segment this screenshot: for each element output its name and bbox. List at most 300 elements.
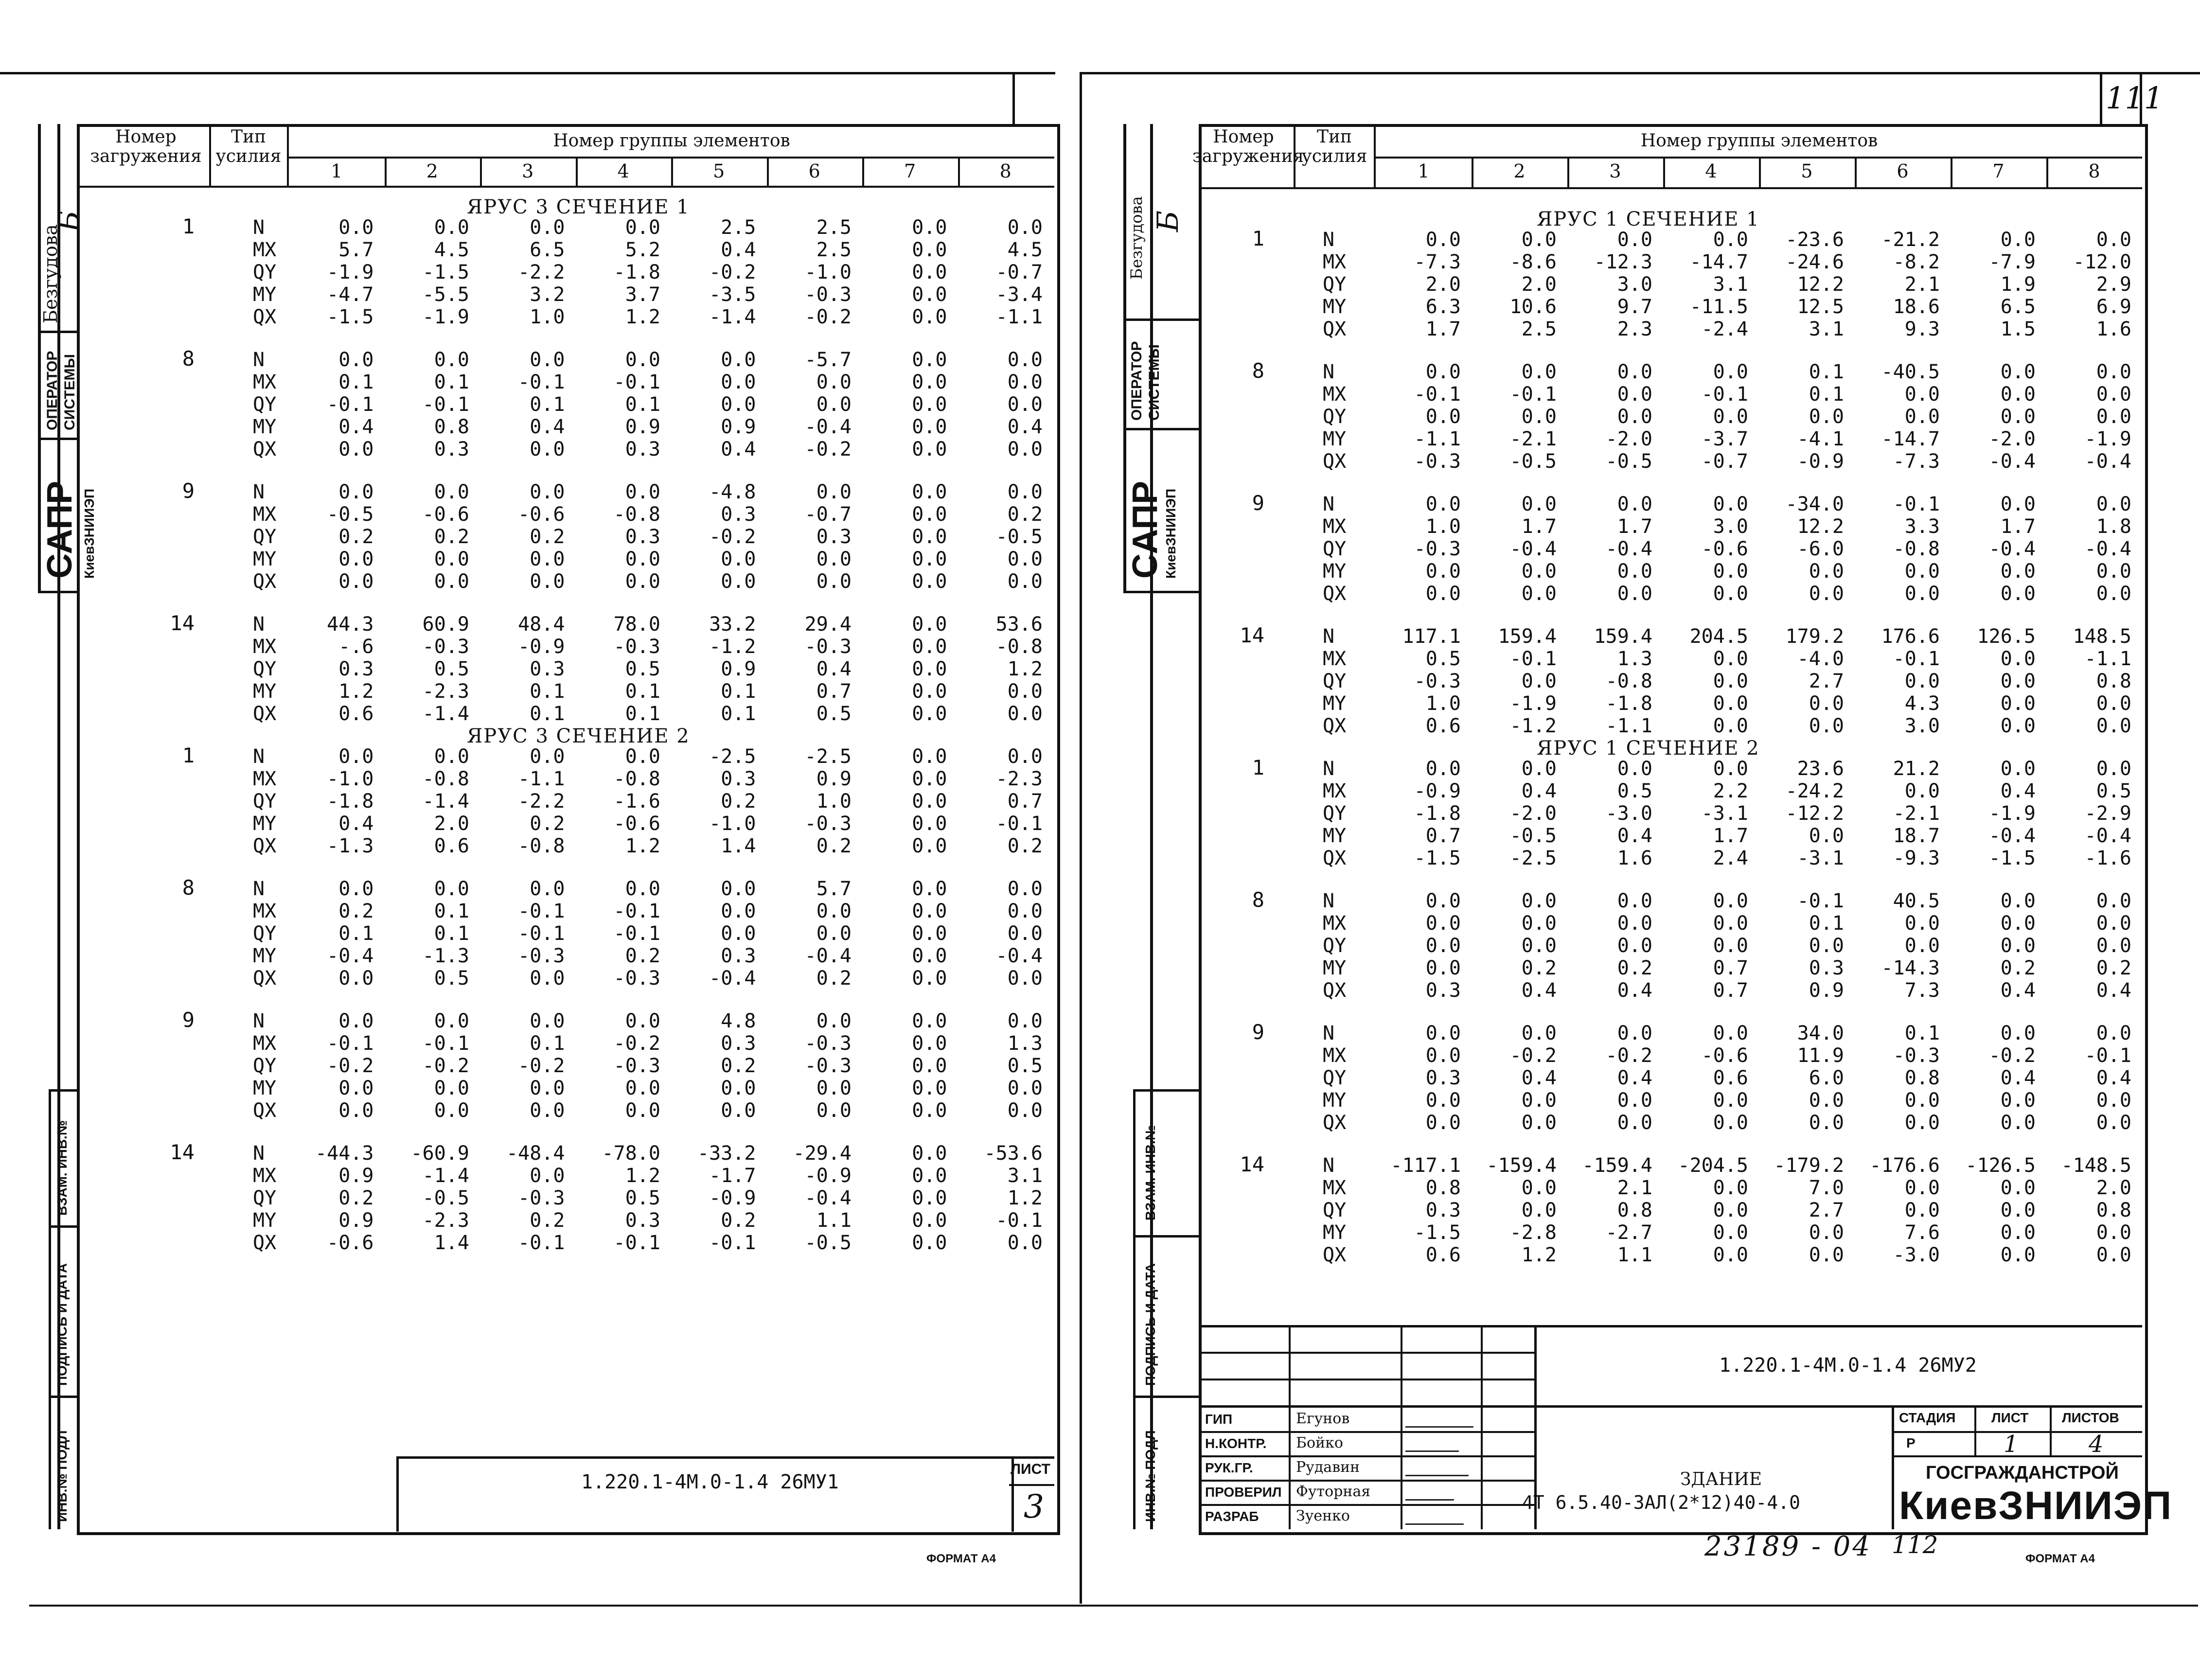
left-cell-value: 0.2 bbox=[721, 1209, 756, 1232]
left-cell-value: 0.0 bbox=[530, 1010, 565, 1032]
right-cell-value: 0.0 bbox=[1713, 715, 1748, 737]
left-cell-value: 0.0 bbox=[912, 658, 947, 680]
left-cell-value: 0.0 bbox=[912, 900, 947, 922]
right-cell-value: -1.8 bbox=[1605, 692, 1652, 715]
right-cell-value: 0.0 bbox=[1809, 1112, 1844, 1134]
right-cell-value: 6.0 bbox=[1809, 1067, 1844, 1089]
right-cell-value: 0.0 bbox=[1713, 406, 1748, 428]
right-cell-value: 12.5 bbox=[1797, 296, 1844, 318]
right-hdr-load-num: Номер загружения bbox=[1192, 127, 1304, 166]
right-cell-value: 0.0 bbox=[1617, 493, 1652, 515]
rtb-sheets-label: ЛИСТОВ bbox=[2062, 1410, 2119, 1425]
right-stamp-sapr: САПР bbox=[1126, 480, 1165, 579]
left-stamp-sep3 bbox=[38, 591, 79, 593]
left-force-label: MY bbox=[253, 1209, 277, 1232]
rtb-signature-3 bbox=[1405, 1485, 1459, 1501]
right-cell-value: 0.8 bbox=[1617, 1199, 1652, 1221]
right-cell-value: 0.4 bbox=[1521, 1067, 1557, 1089]
right-col-number: 8 bbox=[2088, 160, 2100, 182]
right-force-label: QY bbox=[1323, 406, 1347, 428]
left-cell-value: 0.9 bbox=[338, 1165, 374, 1187]
right-cell-value: -34.0 bbox=[1785, 493, 1844, 515]
left-cell-value: -29.4 bbox=[793, 1142, 852, 1165]
right-cell-value: 117.1 bbox=[1402, 625, 1461, 648]
right-cell-value: 0.5 bbox=[1425, 648, 1461, 670]
left-cell-value: 0.0 bbox=[912, 1187, 947, 1209]
right-cell-value: 0.3 bbox=[1809, 957, 1844, 979]
left-cell-value: 0.0 bbox=[434, 349, 469, 371]
left-right-rule bbox=[1012, 72, 1015, 125]
right-cell-value: 0.0 bbox=[2096, 383, 2131, 406]
right-cell-value: -1.9 bbox=[2084, 428, 2131, 450]
rtb-name-1: Бойко bbox=[1296, 1434, 1343, 1451]
right-cell-value: 0.0 bbox=[1617, 406, 1652, 428]
left-cell-value: 0.5 bbox=[625, 1187, 660, 1209]
right-cell-value: 11.9 bbox=[1797, 1044, 1844, 1067]
right-cell-value: 2.1 bbox=[1904, 273, 1940, 296]
right-cell-value: 0.0 bbox=[2000, 383, 2036, 406]
left-cell-value: 0.0 bbox=[721, 1077, 756, 1099]
right-cell-value: -126.5 bbox=[1965, 1154, 2036, 1177]
right-cell-value: -0.4 bbox=[1988, 538, 2036, 560]
right-cell-value: 2.0 bbox=[1521, 273, 1557, 296]
right-cell-value: 0.7 bbox=[1713, 979, 1748, 1002]
rtb-v1 bbox=[1289, 1325, 1291, 1529]
left-cell-value: 0.0 bbox=[1007, 900, 1043, 922]
left-cell-value: 2.5 bbox=[816, 239, 852, 261]
left-force-label: QY bbox=[253, 393, 277, 416]
left-cell-value: 0.3 bbox=[816, 526, 852, 548]
right-cell-value: 0.0 bbox=[1521, 406, 1557, 428]
right-cell-value: 0.0 bbox=[1809, 935, 1844, 957]
right-force-label: QY bbox=[1323, 1067, 1347, 1089]
right-doc-code: 1.220.1-4М.0-1.4 26МУ2 bbox=[1719, 1354, 1977, 1377]
left-cell-value: 6.5 bbox=[530, 239, 565, 261]
right-cell-value: 0.0 bbox=[1713, 935, 1748, 957]
right-cell-value: 176.6 bbox=[1881, 625, 1940, 648]
right-cell-value: 0.0 bbox=[1713, 692, 1748, 715]
left-cell-value: -2.2 bbox=[518, 790, 565, 813]
left-cell-value: 0.0 bbox=[912, 371, 947, 393]
left-cell-value: 0.0 bbox=[1007, 1077, 1043, 1099]
rtb-org1: ГОСГРАЖДАНСТРОЙ bbox=[1926, 1463, 2119, 1483]
right-cell-value: 0.0 bbox=[1521, 670, 1557, 692]
left-cell-value: 29.4 bbox=[804, 613, 852, 636]
right-cell-value: -0.4 bbox=[2084, 450, 2131, 473]
left-cell-value: -0.8 bbox=[518, 835, 565, 857]
left-cell-value: 0.0 bbox=[1007, 216, 1043, 239]
right-cell-value: 0.0 bbox=[1425, 957, 1461, 979]
left-cell-value: -2.5 bbox=[804, 745, 852, 768]
left-cell-value: -0.8 bbox=[995, 636, 1043, 658]
right-cell-value: -9.3 bbox=[1893, 847, 1940, 869]
left-header-bottom bbox=[77, 186, 1054, 188]
left-force-label: N bbox=[253, 745, 265, 768]
right-cell-value: 159.4 bbox=[1498, 625, 1557, 648]
left-cell-value: 0.1 bbox=[530, 1032, 565, 1055]
left-cell-value: -1.9 bbox=[327, 261, 374, 283]
right-cell-value: 0.0 bbox=[2096, 583, 2131, 605]
left-cell-value: 0.0 bbox=[434, 548, 469, 570]
left-cell-value: 0.0 bbox=[1007, 438, 1043, 460]
left-cell-value: 0.2 bbox=[721, 790, 756, 813]
right-cell-value: 0.0 bbox=[1617, 583, 1652, 605]
right-cell-value: 0.0 bbox=[2000, 560, 2036, 583]
left-load-case: 14 bbox=[170, 1140, 195, 1164]
left-force-label: MX bbox=[253, 371, 277, 393]
right-cell-value: 0.0 bbox=[1713, 758, 1748, 780]
rtb-l6 bbox=[1199, 1480, 1534, 1482]
left-cell-value: -0.2 bbox=[709, 261, 756, 283]
right-cell-value: 0.0 bbox=[1713, 361, 1748, 383]
left-cell-value: 0.0 bbox=[912, 283, 947, 306]
left-cell-value: 1.2 bbox=[625, 835, 660, 857]
left-cell-value: 0.0 bbox=[530, 216, 565, 239]
right-cell-value: -0.1 bbox=[1509, 383, 1557, 406]
right-cell-value: -2.5 bbox=[1509, 847, 1557, 869]
right-cell-value: 0.0 bbox=[1904, 780, 1940, 802]
right-cell-value: 0.0 bbox=[1713, 560, 1748, 583]
right-col-number: 7 bbox=[1992, 160, 2005, 182]
left-cell-value: 0.0 bbox=[816, 1099, 852, 1122]
left-cell-value: 1.4 bbox=[721, 835, 756, 857]
right-force-label: MX bbox=[1323, 515, 1347, 538]
right-cell-value: 0.8 bbox=[1904, 1067, 1940, 1089]
left-force-label: MX bbox=[253, 1165, 277, 1187]
right-cell-value: -3.1 bbox=[1797, 847, 1844, 869]
right-cell-value: 1.1 bbox=[1617, 1244, 1652, 1266]
right-cell-value: 2.5 bbox=[1521, 318, 1557, 340]
left-cell-value: 0.3 bbox=[721, 768, 756, 790]
right-cell-value: 0.0 bbox=[1617, 361, 1652, 383]
right-cell-value: 0.2 bbox=[2096, 957, 2131, 979]
right-cell-value: 2.2 bbox=[1713, 780, 1748, 802]
left-cell-value: -0.1 bbox=[995, 813, 1043, 835]
right-cell-value: 0.0 bbox=[2000, 648, 2036, 670]
left-force-label: QX bbox=[253, 703, 277, 725]
left-cell-value: -1.8 bbox=[613, 261, 660, 283]
left-cell-value: -1.5 bbox=[327, 306, 374, 328]
right-cell-value: -0.4 bbox=[2084, 538, 2131, 560]
right-cell-value: 0.0 bbox=[2000, 361, 2036, 383]
right-cell-value: 0.0 bbox=[2000, 935, 2036, 957]
right-cell-value: 0.0 bbox=[1521, 229, 1557, 251]
right-cell-value: 0.0 bbox=[1904, 1177, 1940, 1199]
right-cell-value: 0.0 bbox=[1809, 1221, 1844, 1244]
right-col-number: 6 bbox=[1897, 160, 1909, 182]
left-cell-value: -1.4 bbox=[422, 703, 469, 725]
right-cell-value: 2.4 bbox=[1713, 847, 1748, 869]
right-cell-value: 0.0 bbox=[1904, 560, 1940, 583]
right-cell-value: -0.4 bbox=[1988, 450, 2036, 473]
left-cell-value: 0.0 bbox=[912, 570, 947, 593]
left-cell-value: -0.4 bbox=[995, 945, 1043, 967]
right-cell-value: 0.0 bbox=[1617, 560, 1652, 583]
left-force-label: QX bbox=[253, 438, 277, 460]
right-cell-value: -8.2 bbox=[1893, 251, 1940, 273]
left-cell-value: -0.2 bbox=[518, 1055, 565, 1077]
right-cell-value: 0.0 bbox=[1425, 361, 1461, 383]
left-cell-value: 0.0 bbox=[816, 900, 852, 922]
right-cell-value: 0.0 bbox=[2000, 1112, 2036, 1134]
right-force-label: QY bbox=[1323, 802, 1347, 825]
left-cell-value: 0.2 bbox=[816, 835, 852, 857]
left-cell-value: 0.1 bbox=[721, 680, 756, 703]
right-col-number: 1 bbox=[1418, 160, 1430, 182]
left-hdr-load-num: Номер загружения bbox=[90, 127, 202, 166]
left-top-rule bbox=[0, 72, 1055, 74]
left-cell-value: -0.7 bbox=[995, 261, 1043, 283]
right-cell-value: 2.7 bbox=[1809, 1199, 1844, 1221]
left-cell-value: 44.3 bbox=[327, 613, 374, 636]
left-cell-value: -3.4 bbox=[995, 283, 1043, 306]
right-cell-value: -12.3 bbox=[1594, 251, 1652, 273]
right-cell-value: -23.6 bbox=[1785, 229, 1844, 251]
right-cell-value: 0.0 bbox=[2000, 1177, 2036, 1199]
right-cell-value: -0.8 bbox=[1605, 670, 1652, 692]
right-force-label: QX bbox=[1323, 979, 1347, 1002]
left-cell-value: 0.2 bbox=[338, 526, 374, 548]
right-load-case: 1 bbox=[1252, 227, 1264, 250]
left-cell-value: 0.0 bbox=[912, 1010, 947, 1032]
right-force-label: MX bbox=[1323, 383, 1347, 406]
right-cell-value: 0.0 bbox=[1425, 560, 1461, 583]
left-cell-value: 0.2 bbox=[816, 967, 852, 990]
right-force-label: MY bbox=[1323, 957, 1347, 979]
right-cell-value: -2.8 bbox=[1509, 1221, 1557, 1244]
right-cell-value: -1.1 bbox=[1605, 715, 1652, 737]
right-cell-value: -12.2 bbox=[1785, 802, 1844, 825]
left-cell-value: -0.3 bbox=[804, 1055, 852, 1077]
right-building-code: 4Т 6.5.40-ЗАЛ(2*12)40-4.0 bbox=[1522, 1492, 1800, 1513]
right-cell-value: -0.2 bbox=[1509, 1044, 1557, 1067]
rtb-stage-v1 bbox=[1974, 1405, 1976, 1456]
left-cell-value: 0.0 bbox=[338, 967, 374, 990]
left-cell-value: 0.0 bbox=[912, 503, 947, 526]
left-cell-value: 5.2 bbox=[625, 239, 660, 261]
right-cell-value: 0.2 bbox=[1521, 957, 1557, 979]
right-cell-value: 0.0 bbox=[1904, 912, 1940, 935]
left-cell-value: -4.7 bbox=[327, 283, 374, 306]
right-cell-value: 0.4 bbox=[2000, 1067, 2036, 1089]
left-cell-value: 0.0 bbox=[912, 548, 947, 570]
right-cell-value: 0.0 bbox=[1713, 1244, 1748, 1266]
right-cell-value: -2.1 bbox=[1509, 428, 1557, 450]
left-cell-value: 0.0 bbox=[912, 945, 947, 967]
right-cell-value: -1.1 bbox=[1414, 428, 1461, 450]
right-cell-value: 0.1 bbox=[1809, 912, 1844, 935]
left-cell-value: 0.0 bbox=[625, 570, 660, 593]
left-margin-sep1 bbox=[49, 1089, 78, 1092]
right-force-label: N bbox=[1323, 758, 1335, 780]
left-cell-value: 0.3 bbox=[721, 945, 756, 967]
right-cell-value: 0.0 bbox=[2096, 406, 2131, 428]
left-cell-value: 0.2 bbox=[625, 945, 660, 967]
left-section-title: ЯРУС 3 СЕЧЕНИЕ 2 bbox=[467, 725, 690, 747]
left-cell-value: 1.0 bbox=[816, 790, 852, 813]
right-cell-value: 6.9 bbox=[2096, 296, 2131, 318]
right-cell-value: 1.0 bbox=[1425, 692, 1461, 715]
left-cell-value: 0.0 bbox=[434, 570, 469, 593]
right-cell-value: 0.0 bbox=[2000, 1022, 2036, 1044]
right-cell-value: 0.0 bbox=[1617, 1112, 1652, 1134]
right-force-label: MY bbox=[1323, 692, 1347, 715]
left-cell-value: 0.0 bbox=[1007, 393, 1043, 416]
right-cell-value: -8.6 bbox=[1509, 251, 1557, 273]
left-cell-value: 3.7 bbox=[625, 283, 660, 306]
right-cell-value: 0.0 bbox=[1521, 890, 1557, 912]
right-cell-value: 0.0 bbox=[1617, 935, 1652, 957]
right-cell-value: 9.3 bbox=[1904, 318, 1940, 340]
left-cell-value: 0.0 bbox=[434, 481, 469, 503]
right-cell-value: 0.5 bbox=[2096, 780, 2131, 802]
left-cell-value: 0.0 bbox=[912, 349, 947, 371]
left-cell-value: 0.0 bbox=[912, 1077, 947, 1099]
right-cell-value: 2.1 bbox=[1617, 1177, 1652, 1199]
right-cell-value: -176.6 bbox=[1869, 1154, 1940, 1177]
left-cell-value: -1.7 bbox=[709, 1165, 756, 1187]
left-cell-value: -0.4 bbox=[804, 416, 852, 438]
left-cell-value: -1.4 bbox=[422, 790, 469, 813]
left-cell-value: 0.4 bbox=[816, 658, 852, 680]
left-cell-value: -0.9 bbox=[709, 1187, 756, 1209]
right-cell-value: 1.7 bbox=[1617, 515, 1652, 538]
left-cell-value: 0.0 bbox=[721, 371, 756, 393]
left-cell-value: -1.0 bbox=[327, 768, 374, 790]
left-cell-value: 0.0 bbox=[530, 1099, 565, 1122]
right-cell-value: 2.0 bbox=[1425, 273, 1461, 296]
left-cell-value: -0.7 bbox=[804, 503, 852, 526]
left-cell-value: 0.0 bbox=[338, 438, 374, 460]
left-cell-value: 0.1 bbox=[530, 703, 565, 725]
left-load-case: 1 bbox=[182, 214, 195, 238]
right-cell-value: -0.3 bbox=[1414, 538, 1461, 560]
right-cell-value: 2.9 bbox=[2096, 273, 2131, 296]
right-cell-value: -14.7 bbox=[1881, 428, 1940, 450]
left-cell-value: 0.0 bbox=[912, 261, 947, 283]
left-cell-value: 0.0 bbox=[912, 1032, 947, 1055]
left-cell-value: 0.0 bbox=[912, 239, 947, 261]
right-cell-value: 0.0 bbox=[1713, 1022, 1748, 1044]
left-cell-value: -1.0 bbox=[709, 813, 756, 835]
left-cell-value: -1.4 bbox=[709, 306, 756, 328]
right-cell-value: 0.0 bbox=[1425, 583, 1461, 605]
left-cell-value: 0.4 bbox=[1007, 416, 1043, 438]
left-force-label: QX bbox=[253, 1232, 277, 1254]
right-cell-value: -179.2 bbox=[1774, 1154, 1844, 1177]
right-margin-sep2 bbox=[1133, 1235, 1201, 1238]
left-cell-value: 0.0 bbox=[816, 922, 852, 945]
left-margin-podpis: ПОДПИСЬ И ДАТА bbox=[54, 1263, 70, 1386]
left-force-label: MX bbox=[253, 1032, 277, 1055]
rtb-stage: Р bbox=[1906, 1435, 1916, 1450]
left-cell-value: -0.4 bbox=[804, 1187, 852, 1209]
right-cell-value: 0.8 bbox=[2096, 670, 2131, 692]
left-cell-value: -0.9 bbox=[518, 636, 565, 658]
left-cell-value: 0.9 bbox=[625, 416, 660, 438]
right-cell-value: 0.4 bbox=[1617, 1067, 1652, 1089]
left-cell-value: 0.4 bbox=[530, 416, 565, 438]
left-cell-value: -5.5 bbox=[422, 283, 469, 306]
left-load-case: 14 bbox=[170, 611, 195, 635]
right-cell-value: -0.4 bbox=[2084, 825, 2131, 847]
left-stamp-sep2 bbox=[38, 438, 79, 440]
left-force-label: N bbox=[253, 481, 265, 503]
right-force-label: QY bbox=[1323, 538, 1347, 560]
right-cell-value: 0.4 bbox=[1521, 780, 1557, 802]
rtb-org2: КиевЗНИИЭП bbox=[1899, 1484, 2173, 1528]
right-cell-value: 0.0 bbox=[1521, 493, 1557, 515]
right-cell-value: 9.7 bbox=[1617, 296, 1652, 318]
left-cell-value: 0.0 bbox=[530, 878, 565, 900]
left-cell-value: 0.0 bbox=[912, 745, 947, 768]
right-cell-value: -3.0 bbox=[1893, 1244, 1940, 1266]
right-cell-value: -0.9 bbox=[1797, 450, 1844, 473]
right-force-label: MY bbox=[1323, 1089, 1347, 1112]
left-cell-value: -0.6 bbox=[422, 503, 469, 526]
left-margin-sep3 bbox=[49, 1396, 78, 1398]
left-cell-value: 0.1 bbox=[530, 680, 565, 703]
right-cell-value: -0.1 bbox=[1893, 648, 1940, 670]
right-cell-value: 0.0 bbox=[1521, 912, 1557, 935]
left-cell-value: -44.3 bbox=[315, 1142, 374, 1165]
right-cell-value: 204.5 bbox=[1689, 625, 1748, 648]
right-cell-value: 0.0 bbox=[2000, 715, 2036, 737]
right-cell-value: 0.0 bbox=[1425, 1112, 1461, 1134]
left-force-label: N bbox=[253, 613, 265, 636]
left-cell-value: -0.1 bbox=[518, 922, 565, 945]
right-cell-value: -0.3 bbox=[1414, 450, 1461, 473]
right-cell-value: 7.3 bbox=[1904, 979, 1940, 1002]
left-cell-value: 48.4 bbox=[518, 613, 565, 636]
left-cell-value: -0.2 bbox=[804, 306, 852, 328]
left-col-number: 1 bbox=[331, 160, 343, 182]
right-load-case: 9 bbox=[1252, 491, 1264, 515]
right-cell-value: -24.2 bbox=[1785, 780, 1844, 802]
right-cell-value: 0.7 bbox=[1713, 957, 1748, 979]
right-cell-value: 3.0 bbox=[1617, 273, 1652, 296]
right-cell-value: -0.1 bbox=[1797, 890, 1844, 912]
left-cell-value: -78.0 bbox=[602, 1142, 660, 1165]
right-force-label: N bbox=[1323, 229, 1335, 251]
left-cell-value: 0.0 bbox=[912, 1055, 947, 1077]
right-cell-value: 0.0 bbox=[1713, 1177, 1748, 1199]
right-cell-value: 0.0 bbox=[2096, 560, 2131, 583]
left-cell-value: 0.4 bbox=[721, 438, 756, 460]
left-cell-value: -48.4 bbox=[506, 1142, 565, 1165]
right-cell-value: 2.7 bbox=[1809, 670, 1844, 692]
right-cell-value: -1.5 bbox=[1988, 847, 2036, 869]
right-cell-value: 0.0 bbox=[1521, 1089, 1557, 1112]
rtb-top bbox=[1199, 1325, 2142, 1327]
left-cell-value: 0.0 bbox=[816, 481, 852, 503]
left-cell-value: -1.1 bbox=[995, 306, 1043, 328]
left-force-label: QX bbox=[253, 967, 277, 990]
left-cell-value: -0.9 bbox=[804, 1165, 852, 1187]
right-cell-value: 34.0 bbox=[1797, 1022, 1844, 1044]
left-cell-value: 0.8 bbox=[434, 416, 469, 438]
left-cell-value: 0.3 bbox=[625, 1209, 660, 1232]
left-cell-value: -2.2 bbox=[518, 261, 565, 283]
right-cell-value: 23.6 bbox=[1797, 758, 1844, 780]
left-cell-value: 0.3 bbox=[625, 526, 660, 548]
left-cell-value: -1.2 bbox=[709, 636, 756, 658]
left-cell-value: 0.0 bbox=[530, 349, 565, 371]
right-cell-value: 0.0 bbox=[2096, 890, 2131, 912]
right-force-label: MY bbox=[1323, 825, 1347, 847]
right-cell-value: 0.4 bbox=[2000, 979, 2036, 1002]
left-cell-value: 0.0 bbox=[721, 393, 756, 416]
